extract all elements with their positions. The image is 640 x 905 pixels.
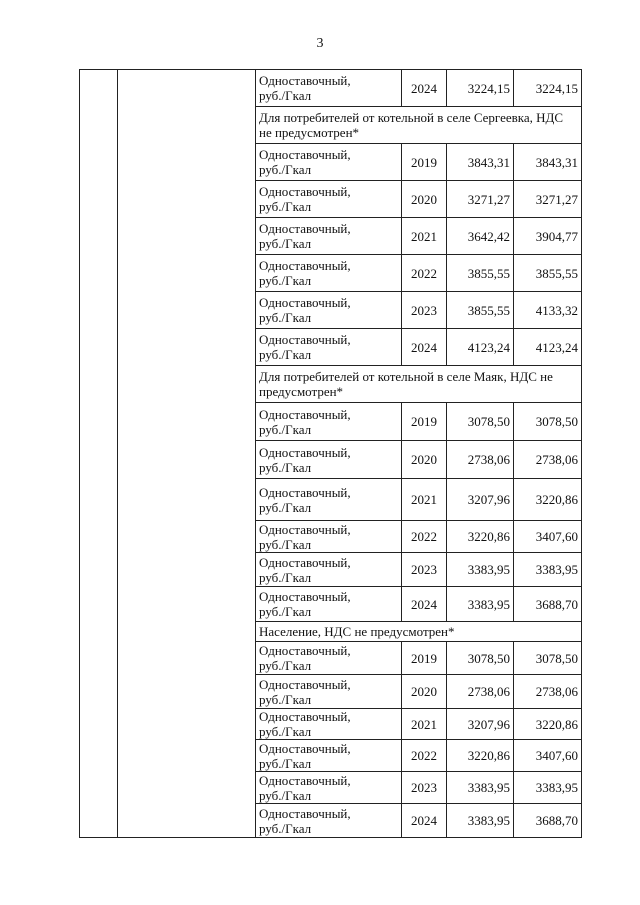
rate-unit-label: руб./Гкал	[259, 787, 312, 803]
rate-type-cell	[256, 255, 402, 292]
tariff-second-half-cell: 3220,86	[514, 709, 582, 740]
rate-type-cell	[256, 441, 402, 479]
rate-type-label: Одноставочный,	[259, 676, 351, 692]
empty-name-column	[118, 70, 256, 838]
tariff-first-half-cell: 4123,24	[447, 329, 514, 366]
year-cell: 2019	[402, 642, 447, 675]
year-cell: 2019	[402, 403, 447, 441]
rate-type-label: Одноставочный,	[259, 221, 351, 236]
rate-type-label: Одноставочный,	[259, 805, 351, 821]
tariff-first-half-cell: 3642,42	[447, 218, 514, 255]
rate-type-label: Одноставочный,	[259, 406, 351, 422]
rate-unit-label: руб./Гкал	[259, 347, 312, 362]
tariff-first-half-cell: 3855,55	[447, 255, 514, 292]
rate-type-cell	[256, 709, 402, 740]
rate-type-cell	[256, 218, 402, 255]
rate-unit-label: руб./Гкал	[259, 499, 312, 515]
tariff-first-half-cell: 3383,95	[447, 553, 514, 587]
tariff-second-half-cell: 2738,06	[514, 441, 582, 479]
year-cell: 2020	[402, 181, 447, 218]
rate-type-label: Одноставочный,	[259, 295, 351, 310]
rate-type-label: Одноставочный,	[259, 772, 351, 788]
rate-unit-label: руб./Гкал	[259, 755, 312, 771]
tariff-first-half-cell: 3271,27	[447, 181, 514, 218]
rate-type-cell	[256, 479, 402, 521]
empty-number-column	[80, 70, 118, 838]
tariff-second-half-cell: 3224,15	[514, 70, 582, 107]
rate-type-cell	[256, 403, 402, 441]
rate-unit-label: руб./Гкал	[259, 199, 312, 214]
year-cell: 2020	[402, 675, 447, 709]
rate-unit-label: руб./Гкал	[259, 724, 312, 739]
rate-type-label: Одноставочный,	[259, 444, 351, 460]
tariff-first-half-cell: 3383,95	[447, 804, 514, 838]
year-cell: 2024	[402, 70, 447, 107]
group-header-cell: Для потребителей от котельной в селе Маяк, НДС не предусмотрен*	[256, 366, 582, 403]
rate-type-cell	[256, 675, 402, 709]
year-cell: 2022	[402, 255, 447, 292]
tariff-first-half-cell: 3843,31	[447, 144, 514, 181]
rate-unit-label: руб./Гкал	[259, 162, 312, 177]
year-cell: 2020	[402, 441, 447, 479]
tariff-second-half-cell: 3904,77	[514, 218, 582, 255]
rate-unit-label: руб./Гкал	[259, 604, 312, 619]
tariff-second-half-cell: 3407,60	[514, 521, 582, 553]
tariff-first-half-cell: 3078,50	[447, 642, 514, 675]
tariff-first-half-cell: 2738,06	[447, 441, 514, 479]
rate-type-label: Одноставочный,	[259, 147, 351, 162]
tariff-second-half-cell: 3688,70	[514, 587, 582, 622]
tariff-first-half-cell: 3207,96	[447, 479, 514, 521]
tariff-first-half-cell: 3224,15	[447, 70, 514, 107]
rate-type-cell	[256, 181, 402, 218]
year-cell: 2022	[402, 521, 447, 553]
tariff-second-half-cell: 3383,95	[514, 553, 582, 587]
rate-type-cell	[256, 292, 402, 329]
rate-type-cell	[256, 642, 402, 675]
rate-unit-label: руб./Гкал	[259, 658, 312, 673]
year-cell: 2024	[402, 587, 447, 622]
rate-unit-label: руб./Гкал	[259, 569, 312, 585]
year-cell: 2023	[402, 553, 447, 587]
group-header-cell: Население, НДС не предусмотрен*	[256, 622, 582, 642]
rate-type-cell	[256, 521, 402, 553]
table-row	[80, 70, 582, 107]
rate-type-label: Одноставочный,	[259, 643, 351, 658]
tariff-first-half-cell: 2738,06	[447, 675, 514, 709]
page-number: 3	[316, 36, 324, 51]
tariff-second-half-cell: 3220,86	[514, 479, 582, 521]
year-cell: 2021	[402, 218, 447, 255]
year-cell: 2024	[402, 329, 447, 366]
rate-type-cell	[256, 144, 402, 181]
rate-type-label: Одноставочный,	[259, 589, 351, 604]
rate-type-cell	[256, 804, 402, 838]
tariff-first-half-cell: 3220,86	[447, 740, 514, 772]
tariff-second-half-cell: 3271,27	[514, 181, 582, 218]
tariff-second-half-cell: 4123,24	[514, 329, 582, 366]
rate-type-cell	[256, 772, 402, 804]
tariff-table	[79, 69, 582, 838]
tariff-second-half-cell: 2738,06	[514, 675, 582, 709]
year-cell: 2021	[402, 709, 447, 740]
tariff-second-half-cell: 3078,50	[514, 403, 582, 441]
rate-type-cell	[256, 740, 402, 772]
rate-type-label: Одноставочный,	[259, 73, 351, 88]
rate-type-label: Одноставочный,	[259, 484, 351, 500]
rate-unit-label: руб./Гкал	[259, 536, 312, 552]
tariff-first-half-cell: 3383,95	[447, 587, 514, 622]
rate-type-cell	[256, 553, 402, 587]
year-cell: 2023	[402, 772, 447, 804]
year-cell: 2021	[402, 479, 447, 521]
rate-type-label: Одноставочный,	[259, 554, 351, 570]
tariff-first-half-cell: 3078,50	[447, 403, 514, 441]
tariff-table-body	[80, 70, 582, 838]
rate-type-label: Одноставочный,	[259, 258, 351, 273]
rate-type-label: Одноставочный,	[259, 521, 351, 537]
tariff-second-half-cell: 3407,60	[514, 740, 582, 772]
rate-unit-label: руб./Гкал	[259, 88, 312, 103]
rate-unit-label: руб./Гкал	[259, 236, 312, 251]
year-cell: 2019	[402, 144, 447, 181]
tariff-second-half-cell: 3383,95	[514, 772, 582, 804]
rate-type-cell	[256, 587, 402, 622]
tariff-first-half-cell: 3220,86	[447, 521, 514, 553]
tariff-second-half-cell: 3078,50	[514, 642, 582, 675]
rate-type-cell	[256, 70, 402, 107]
group-header-cell: Для потребителей от котельной в селе Сергеевка, НДС не предусмотрен*	[256, 107, 582, 144]
tariff-second-half-cell: 3688,70	[514, 804, 582, 838]
rate-unit-label: руб./Гкал	[259, 691, 312, 707]
rate-type-label: Одноставочный,	[259, 709, 351, 724]
rate-type-label: Одноставочный,	[259, 740, 351, 756]
rate-type-label: Одноставочный,	[259, 184, 351, 199]
rate-type-label: Одноставочный,	[259, 332, 351, 347]
tariff-second-half-cell: 3843,31	[514, 144, 582, 181]
rate-unit-label: руб./Гкал	[259, 421, 312, 437]
rate-unit-label: руб./Гкал	[259, 820, 312, 836]
year-cell: 2023	[402, 292, 447, 329]
rate-unit-label: руб./Гкал	[259, 459, 312, 475]
rate-unit-label: руб./Гкал	[259, 273, 312, 288]
rate-unit-label: руб./Гкал	[259, 310, 312, 325]
tariff-first-half-cell: 3855,55	[447, 292, 514, 329]
tariff-second-half-cell: 4133,32	[514, 292, 582, 329]
tariff-first-half-cell: 3383,95	[447, 772, 514, 804]
tariff-second-half-cell: 3855,55	[514, 255, 582, 292]
year-cell: 2022	[402, 740, 447, 772]
rate-type-cell	[256, 329, 402, 366]
year-cell: 2024	[402, 804, 447, 838]
tariff-first-half-cell: 3207,96	[447, 709, 514, 740]
